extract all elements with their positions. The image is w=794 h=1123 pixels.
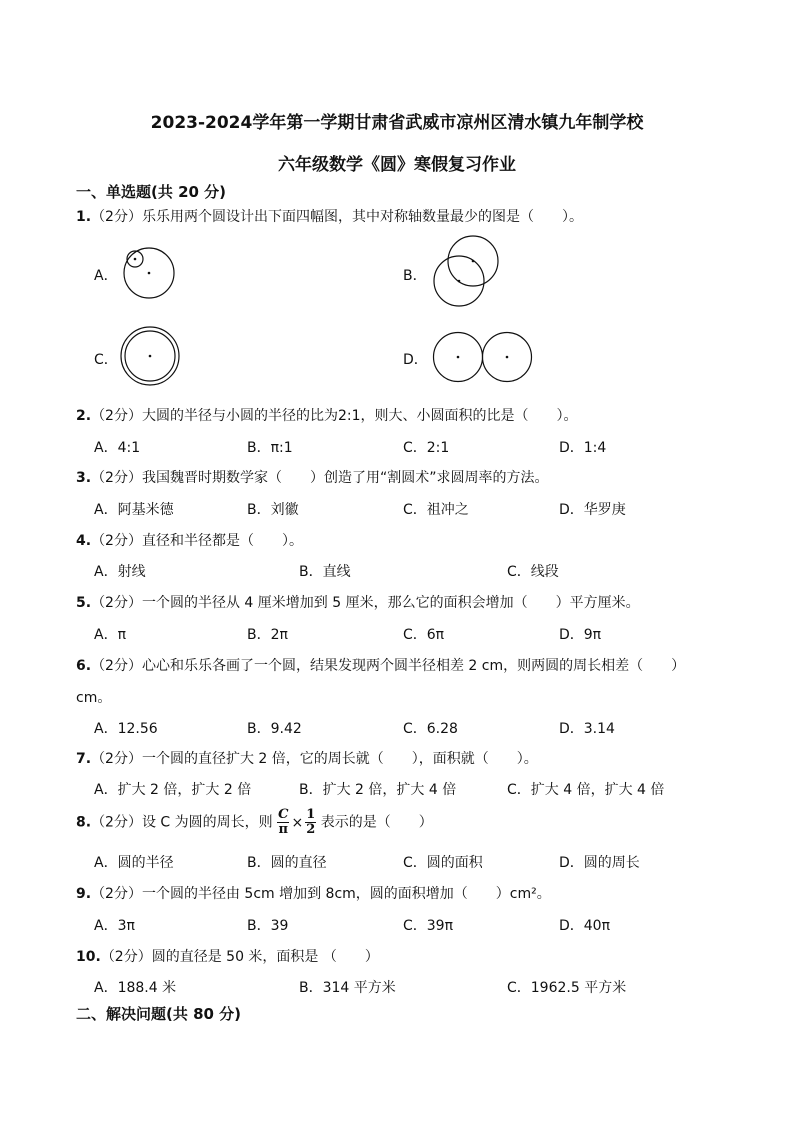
question-text-after: 表示的是（ ） xyxy=(320,814,433,831)
fraction-denominator: π xyxy=(278,822,289,837)
q4-option-b: B．直线 xyxy=(299,564,351,580)
question-text: （2分）一个圆的半径由 5cm 增加到 8cm，圆的面积增加（ ）cm²。 xyxy=(91,886,551,902)
question-2 xyxy=(76,405,578,425)
question-text: （2分）一个圆的半径从 4 厘米增加到 5 厘米，那么它的面积会增加（ ）平方厘米。 xyxy=(91,595,640,611)
question-7 xyxy=(76,748,538,768)
q6-option-c: C．6.28 xyxy=(403,721,458,737)
q3-option-c: C．祖冲之 xyxy=(403,502,469,518)
question-1 xyxy=(76,206,583,226)
question-8 xyxy=(76,808,433,837)
question-text: （2分）大圆的半径与小圆的半径的比为2:1，则大、小圆面积的比是（ ）。 xyxy=(91,408,578,424)
q6-option-a: A．12.56 xyxy=(94,721,158,737)
question-5 xyxy=(76,592,640,612)
q9-option-d: D．40π xyxy=(559,918,611,934)
q2-option-c: C．2:1 xyxy=(403,440,450,456)
fraction-numerator: 1 xyxy=(306,807,316,822)
question-text: （2分）我国魏晋时期数学家（ ）创造了用“割圆术”求圆周率的方法。 xyxy=(91,470,549,486)
fraction-denominator: 2 xyxy=(306,822,316,837)
q5-option-b: B．2π xyxy=(247,627,288,643)
q9-option-c: C．39π xyxy=(403,918,454,934)
question-3 xyxy=(76,467,548,487)
option-b-label: B． xyxy=(403,268,427,284)
figure-c-center-dot xyxy=(149,355,152,358)
q9-option-a: A．3π xyxy=(94,918,135,934)
question-number: 10. xyxy=(76,949,101,965)
figure-d-center-dot-1 xyxy=(457,356,460,359)
q8-option-c: C．圆的面积 xyxy=(403,855,483,871)
option-d-label: D． xyxy=(403,352,428,368)
q3-option-a: A．阿基米德 xyxy=(94,502,174,518)
q6-option-b: B．9.42 xyxy=(247,721,302,737)
question-text: （2分）设 C 为圆的周长，则 xyxy=(91,814,273,831)
question-text: （2分）心心和乐乐各画了一个圆，结果发现两个圆半径相差 2 cm，则两圆的周长相差（ ） xyxy=(91,658,686,674)
q8-option-a: A．圆的半径 xyxy=(94,855,174,871)
question-number: 2. xyxy=(76,408,92,424)
q2-option-b: B．π:1 xyxy=(247,440,293,456)
q8-option-b: B．圆的直径 xyxy=(247,855,327,871)
figure-d-center-dot-2 xyxy=(506,356,509,359)
fraction-numerator: C xyxy=(278,807,289,822)
question-6 xyxy=(76,655,685,675)
question-text: （2分）一个圆的直径扩大 2 倍，它的周长就（ ），面积就（ ）。 xyxy=(91,751,538,767)
q4-option-c: C．线段 xyxy=(507,564,559,580)
option-c-label: C． xyxy=(94,352,118,368)
figure-a-center-dot xyxy=(148,272,151,275)
figure-a xyxy=(118,244,182,304)
page-title-line1: 2023-2024学年第一学期甘肃省武威市凉州区清水镇九年制学校 xyxy=(150,113,644,133)
fraction-c-over-pi xyxy=(277,808,289,837)
question-4 xyxy=(76,530,303,550)
question-10 xyxy=(76,946,379,966)
figure-c xyxy=(118,326,184,388)
q10-option-c: C．1962.5 平方米 xyxy=(507,980,627,996)
q9-option-b: B．39 xyxy=(247,918,289,934)
question-number: 7. xyxy=(76,751,92,767)
q5-option-d: D．9π xyxy=(559,627,602,643)
question-text: （2分）直径和半径都是（ ）。 xyxy=(91,533,303,549)
q3-option-b: B．刘徽 xyxy=(247,502,299,518)
times-sign: × xyxy=(291,814,304,831)
q5-option-c: C．6π xyxy=(403,627,445,643)
q4-option-a: A．射线 xyxy=(94,564,146,580)
figure-a-small-center-dot xyxy=(134,258,137,261)
option-a-label: A． xyxy=(94,268,118,284)
question-number: 3. xyxy=(76,470,92,486)
question-6-continuation: cm。 xyxy=(76,690,112,706)
q5-option-a: A．π xyxy=(94,627,127,643)
figure-b-center-dot-1 xyxy=(458,280,461,283)
q7-option-c: C．扩大 4 倍，扩大 4 倍 xyxy=(507,782,665,798)
question-number: 4. xyxy=(76,533,92,549)
q3-option-d: D．华罗庚 xyxy=(559,502,626,518)
question-text: （2分）圆的直径是 50 米，面积是 （ ） xyxy=(100,949,379,965)
page-title-line2: 六年级数学《圆》寒假复习作业 xyxy=(278,155,516,175)
figure-b xyxy=(426,230,506,310)
fraction-one-half xyxy=(305,808,316,837)
question-number: 1. xyxy=(76,209,92,225)
question-9 xyxy=(76,883,551,903)
question-number: 5. xyxy=(76,595,92,611)
question-text: （2分）乐乐用两个圆设计出下面四幅图，其中对称轴数量最少的图是（ ）。 xyxy=(91,209,583,225)
figure-d xyxy=(430,330,534,384)
q10-option-b: B．314 平方米 xyxy=(299,980,396,996)
q2-option-a: A．4:1 xyxy=(94,440,141,456)
q7-option-b: B．扩大 2 倍，扩大 4 倍 xyxy=(299,782,457,798)
section-heading-single-choice: 一、单选题(共 20 分) xyxy=(76,183,227,201)
q6-option-d: D．3.14 xyxy=(559,721,615,737)
question-number: 6. xyxy=(76,658,92,674)
section-heading-problem-solving: 二、解决问题(共 80 分) xyxy=(76,1005,242,1023)
q7-option-a: A．扩大 2 倍，扩大 2 倍 xyxy=(94,782,252,798)
question-number: 9. xyxy=(76,886,92,902)
question-number: 8. xyxy=(76,814,92,831)
q10-option-a: A．188.4 米 xyxy=(94,980,177,996)
q2-option-d: D．1:4 xyxy=(559,440,607,456)
q8-option-d: D．圆的周长 xyxy=(559,855,640,871)
figure-b-center-dot-2 xyxy=(472,260,475,263)
